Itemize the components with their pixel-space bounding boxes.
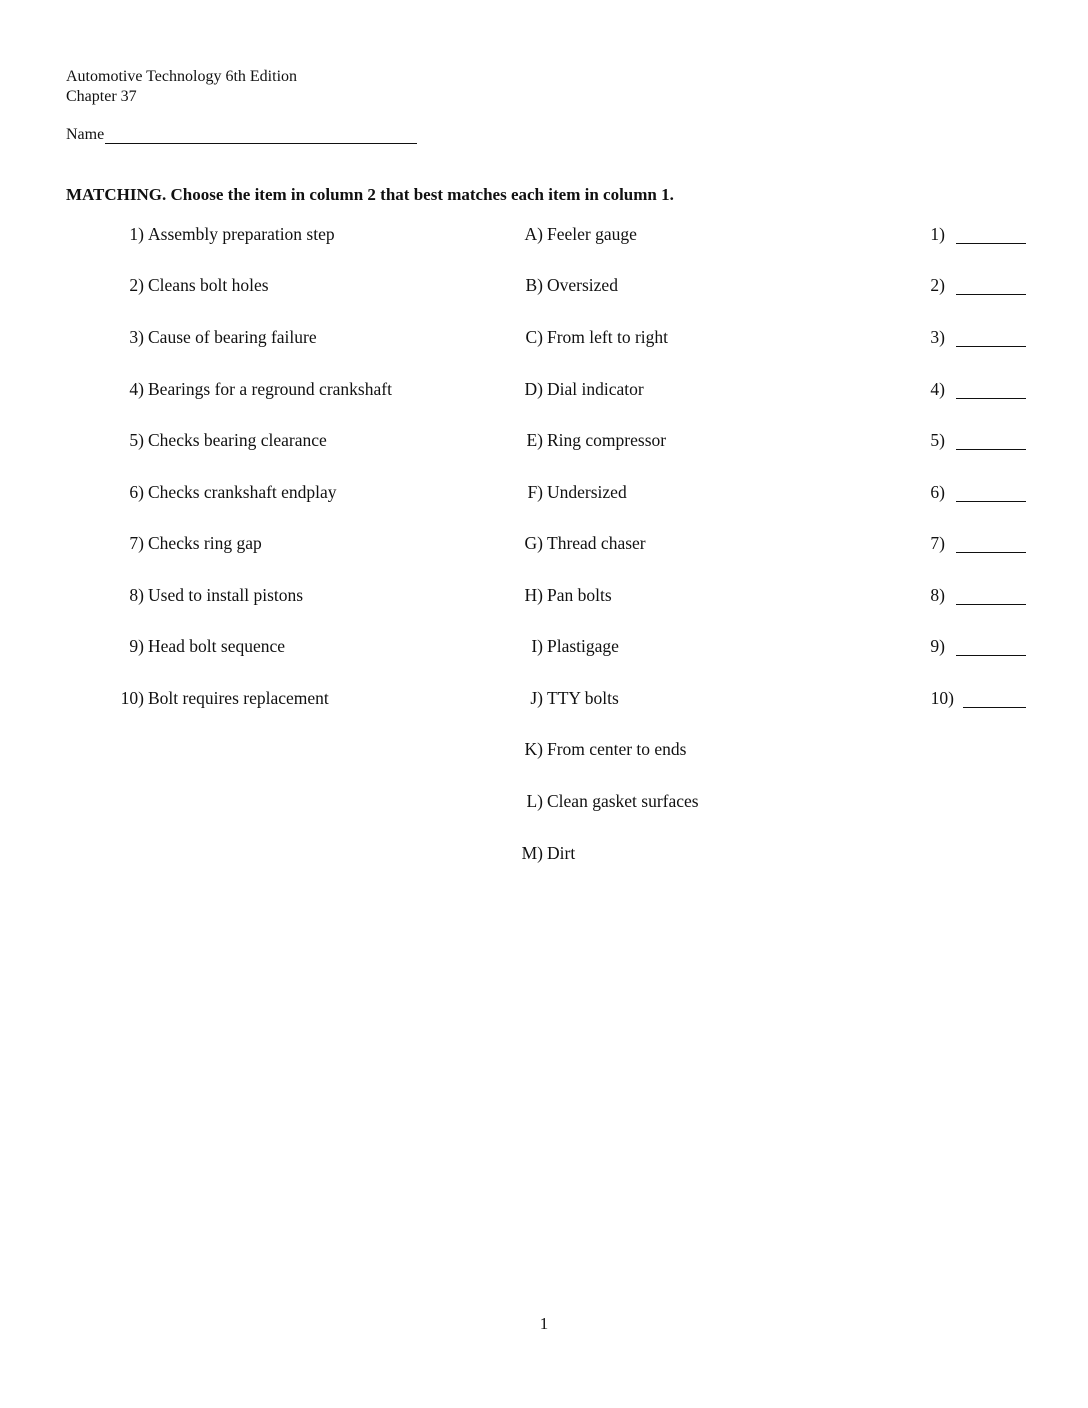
answer-blank[interactable] [956,552,1026,553]
matching-row [0,842,1088,864]
column1-number: 1) [129,224,144,244]
answer-label: 3) [930,327,945,347]
name-field[interactable] [105,126,417,144]
matching-row [0,223,1088,245]
column1-number: 7) [129,533,144,553]
column2-item: From center to ends [547,739,687,759]
answer-blank[interactable] [956,604,1026,605]
column1-item: Cleans bolt holes [148,275,269,295]
answer-label: 4) [930,379,945,399]
answer-blank[interactable] [956,243,1026,244]
matching-row [0,481,1088,503]
column1-number: 8) [129,585,144,605]
column2-letter: J) [530,688,543,708]
matching-row [0,687,1088,709]
column2-letter: D) [524,379,543,399]
book-title: Automotive Technology 6th Edition [66,68,298,85]
column2-letter: B) [525,275,543,295]
column2-item: Thread chaser [547,533,646,553]
column2-item: Plastigage [547,636,619,656]
matching-row [0,584,1088,606]
answer-label: 5) [930,430,945,450]
column1-number: 9) [129,636,144,656]
matching-row [0,738,1088,760]
answer-blank[interactable] [956,346,1026,347]
column2-item: Ring compressor [547,430,667,450]
column2-item: Dirt [547,843,576,863]
answer-blank[interactable] [956,398,1026,399]
answer-blank[interactable] [956,501,1026,502]
page-number: 1 [539,1314,549,1333]
column2-item: Pan bolts [547,585,612,605]
column2-item: Undersized [547,482,627,502]
chapter-label: Chapter 37 [66,88,137,105]
answer-label: 9) [930,636,945,656]
column2-letter: M) [521,843,543,863]
answer-label: 2) [930,275,945,295]
answer-label: 1) [930,224,945,244]
column1-item: Bearings for a reground crankshaft [148,379,392,399]
column2-letter: I) [531,636,543,656]
column1-number: 5) [129,430,144,450]
column1-item: Checks crankshaft endplay [148,482,337,502]
column1-item: Used to install pistons [148,585,304,605]
answer-blank[interactable] [956,294,1026,295]
answer-blank[interactable] [963,707,1026,708]
column2-item: From left to right [547,327,669,347]
column1-item: Checks bearing clearance [148,430,327,450]
column2-letter: K) [524,739,543,759]
matching-row [0,326,1088,348]
column1-number: 2) [129,275,144,295]
matching-row [0,532,1088,554]
column2-item: Dial indicator [547,379,644,399]
answer-label: 8) [930,585,945,605]
column1-item: Cause of bearing failure [148,327,317,347]
column2-letter: L) [526,791,543,811]
column1-number: 3) [129,327,144,347]
column2-letter: A) [524,224,543,244]
matching-row [0,635,1088,657]
column1-number: 4) [129,379,144,399]
answer-blank[interactable] [956,449,1026,450]
column2-letter: F) [527,482,543,502]
column1-item: Head bolt sequence [148,636,286,656]
column1-item: Checks ring gap [148,533,262,553]
matching-row [0,790,1088,812]
column2-item: Feeler gauge [547,224,637,244]
answer-label: 6) [930,482,945,502]
column2-letter: C) [525,327,543,347]
answer-blank[interactable] [956,655,1026,656]
column1-item: Bolt requires replacement [148,688,329,708]
answer-label: 7) [930,533,945,553]
column1-number: 10) [120,688,144,708]
matching-row [0,429,1088,451]
column2-letter: H) [524,585,543,605]
matching-row [0,274,1088,296]
matching-row [0,378,1088,400]
column1-number: 6) [129,482,144,502]
instructions: MATCHING. Choose the item in column 2 that best matches each item in column 1. [66,185,674,204]
name-row [66,126,417,144]
column2-letter: G) [524,533,543,553]
column1-item: Assembly preparation step [148,224,335,244]
answer-label: 10) [930,688,954,708]
column2-letter: E) [526,430,543,450]
column2-item: TTY bolts [547,688,619,708]
column2-item: Oversized [547,275,618,295]
name-label: Name [66,126,105,143]
column2-item: Clean gasket surfaces [547,791,699,811]
